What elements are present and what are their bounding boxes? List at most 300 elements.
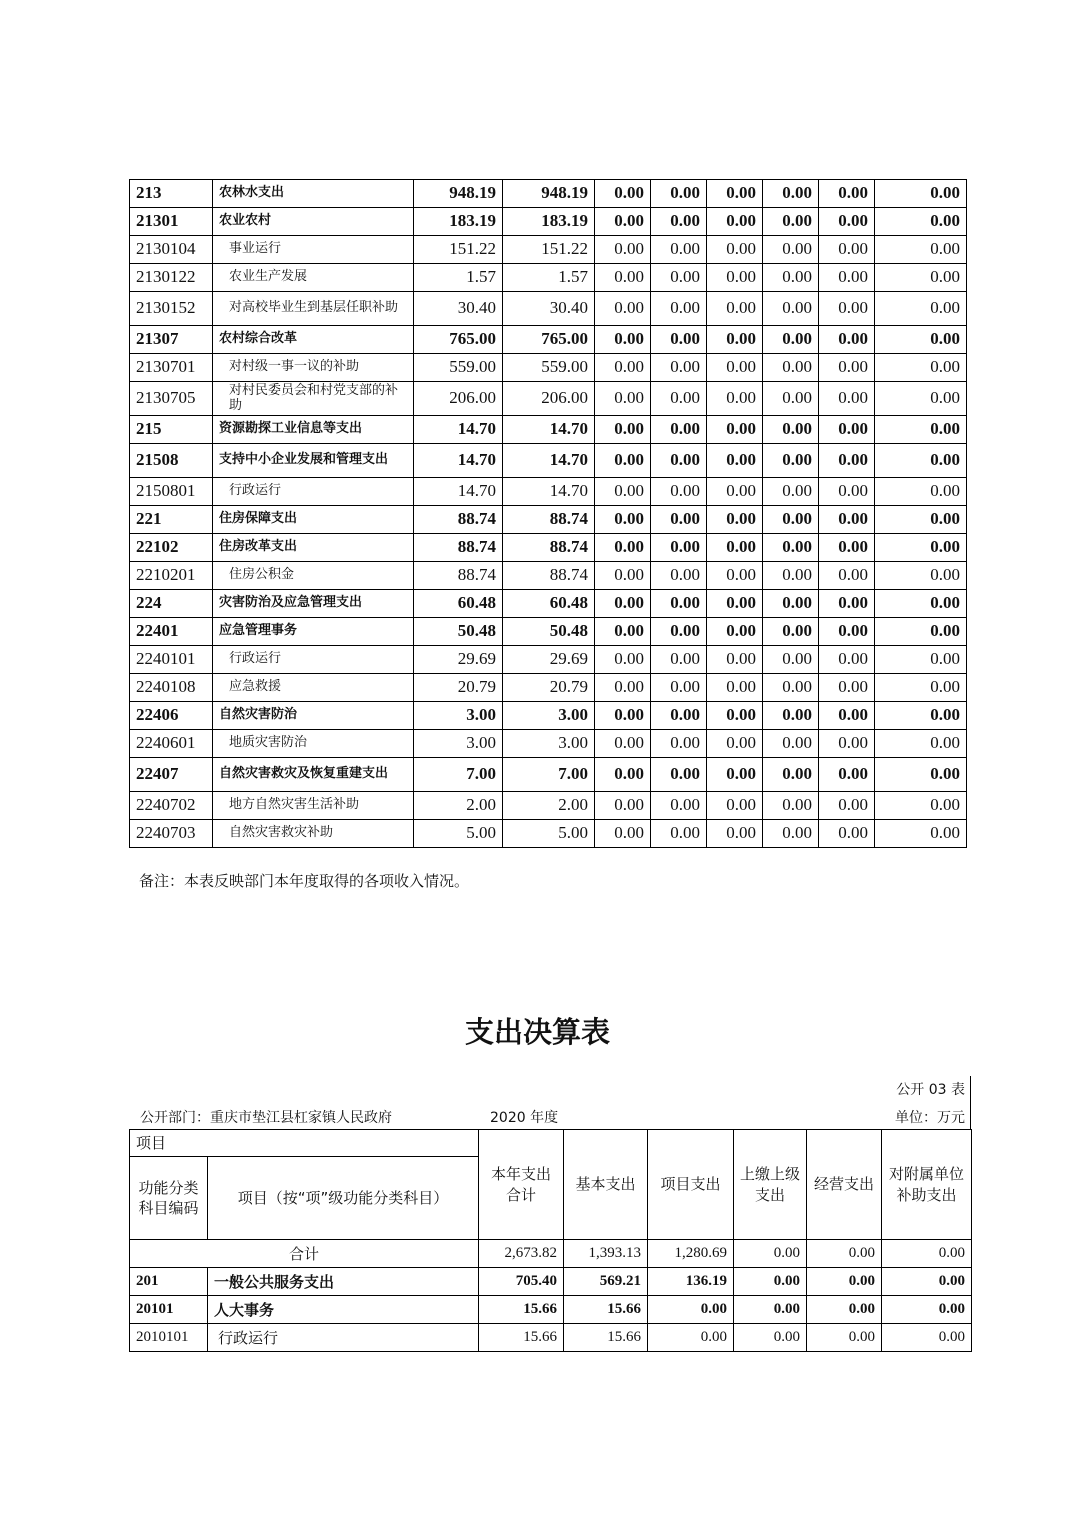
row-value: 0.00 bbox=[763, 478, 819, 506]
row-value: 1.57 bbox=[503, 264, 595, 292]
row-code: 221 bbox=[130, 506, 213, 534]
row-value: 559.00 bbox=[414, 354, 503, 382]
row-value: 0.00 bbox=[651, 534, 707, 562]
row-value: 0.00 bbox=[651, 416, 707, 444]
row-value: 0.00 bbox=[595, 326, 651, 354]
row-value: 0.00 bbox=[595, 730, 651, 758]
row-value: 0.00 bbox=[707, 618, 763, 646]
row-value: 705.40 bbox=[479, 1268, 564, 1296]
row-value: 0.00 bbox=[875, 506, 967, 534]
header-code: 功能分类科目编码 bbox=[130, 1157, 208, 1240]
row-value: 0.00 bbox=[807, 1268, 882, 1296]
row-value: 0.00 bbox=[763, 758, 819, 792]
row-value: 0.00 bbox=[875, 702, 967, 730]
row-value: 14.70 bbox=[414, 478, 503, 506]
row-value: 0.00 bbox=[875, 354, 967, 382]
row-value: 88.74 bbox=[503, 562, 595, 590]
table-number: 公开 03 表 bbox=[896, 1082, 965, 1098]
row-value: 0.00 bbox=[595, 618, 651, 646]
row-value: 3.00 bbox=[503, 702, 595, 730]
row-value: 0.00 bbox=[875, 236, 967, 264]
row-value: 30.40 bbox=[414, 292, 503, 326]
table-row bbox=[130, 208, 967, 236]
row-value: 0.00 bbox=[707, 444, 763, 478]
row-value: 0.00 bbox=[707, 590, 763, 618]
row-value: 0.00 bbox=[707, 354, 763, 382]
row-value: 0.00 bbox=[595, 820, 651, 848]
row-value: 0.00 bbox=[595, 534, 651, 562]
row-value: 0.00 bbox=[595, 506, 651, 534]
row-value: 0.00 bbox=[819, 674, 875, 702]
row-value: 88.74 bbox=[414, 506, 503, 534]
row-value: 0.00 bbox=[595, 478, 651, 506]
row-value: 29.69 bbox=[414, 646, 503, 674]
row-value: 0.00 bbox=[651, 590, 707, 618]
row-code: 2150801 bbox=[130, 478, 213, 506]
table-row bbox=[130, 792, 967, 820]
row-code: 201 bbox=[130, 1268, 208, 1296]
row-value: 15.66 bbox=[564, 1296, 648, 1324]
row-value: 569.21 bbox=[564, 1268, 648, 1296]
row-name: 农村综合改革 bbox=[213, 326, 414, 354]
row-value: 0.00 bbox=[707, 506, 763, 534]
row-value: 0.00 bbox=[595, 208, 651, 236]
row-value: 0.00 bbox=[707, 478, 763, 506]
row-name: 灾害防治及应急管理支出 bbox=[213, 590, 414, 618]
row-name: 自然灾害救灾及恢复重建支出 bbox=[213, 758, 414, 792]
row-value: 0.00 bbox=[882, 1296, 972, 1324]
row-name: 住房公积金 bbox=[213, 562, 414, 590]
row-value: 30.40 bbox=[503, 292, 595, 326]
row-code: 20101 bbox=[130, 1296, 208, 1324]
row-value: 0.00 bbox=[819, 326, 875, 354]
row-value: 0.00 bbox=[882, 1268, 972, 1296]
row-value: 88.74 bbox=[414, 534, 503, 562]
row-value: 0.00 bbox=[819, 444, 875, 478]
row-value: 0.00 bbox=[651, 444, 707, 478]
row-code: 2240703 bbox=[130, 820, 213, 848]
row-value: 0.00 bbox=[595, 590, 651, 618]
row-value: 0.00 bbox=[875, 730, 967, 758]
row-value: 88.74 bbox=[503, 534, 595, 562]
row-code: 2210201 bbox=[130, 562, 213, 590]
row-code: 21508 bbox=[130, 444, 213, 478]
row-value: 60.48 bbox=[414, 590, 503, 618]
table-row bbox=[130, 354, 967, 382]
row-value: 0.00 bbox=[763, 264, 819, 292]
row-value: 0.00 bbox=[875, 264, 967, 292]
row-value: 0.00 bbox=[763, 820, 819, 848]
row-name: 自然灾害防治 bbox=[213, 702, 414, 730]
row-value: 0.00 bbox=[763, 416, 819, 444]
table-note: 备注：本表反映部门本年度取得的各项收入情况。 bbox=[139, 872, 470, 890]
row-value: 0.00 bbox=[707, 236, 763, 264]
row-value: 0.00 bbox=[651, 820, 707, 848]
row-value: 0.00 bbox=[875, 618, 967, 646]
table-row bbox=[130, 590, 967, 618]
row-value: 0.00 bbox=[707, 264, 763, 292]
row-name: 资源勘探工业信息等支出 bbox=[213, 416, 414, 444]
row-code: 2130152 bbox=[130, 292, 213, 326]
row-value: 559.00 bbox=[503, 354, 595, 382]
row-value: 0.00 bbox=[651, 382, 707, 416]
row-value: 0.00 bbox=[819, 208, 875, 236]
row-value: 0.00 bbox=[707, 674, 763, 702]
row-name: 住房改革支出 bbox=[213, 534, 414, 562]
row-value: 0.00 bbox=[763, 180, 819, 208]
row-value: 0.00 bbox=[651, 236, 707, 264]
row-value: 29.69 bbox=[503, 646, 595, 674]
row-value: 0.00 bbox=[763, 674, 819, 702]
department-label: 公开部门：重庆市垫江县杠家镇人民政府 bbox=[140, 1110, 392, 1126]
row-value: 0.00 bbox=[648, 1296, 734, 1324]
row-value: 0.00 bbox=[707, 326, 763, 354]
row-value: 206.00 bbox=[503, 382, 595, 416]
table-row bbox=[130, 534, 967, 562]
row-value: 0.00 bbox=[819, 264, 875, 292]
row-value: 0.00 bbox=[651, 208, 707, 236]
row-value: 15.66 bbox=[479, 1296, 564, 1324]
row-value: 0.00 bbox=[651, 702, 707, 730]
row-value: 0.00 bbox=[651, 326, 707, 354]
row-value: 60.48 bbox=[503, 590, 595, 618]
row-value: 0.00 bbox=[763, 730, 819, 758]
row-value: 0.00 bbox=[819, 562, 875, 590]
row-value: 0.00 bbox=[819, 702, 875, 730]
row-value: 0.00 bbox=[819, 590, 875, 618]
header-col-basic: 基本支出 bbox=[564, 1130, 648, 1240]
row-value: 0.00 bbox=[875, 382, 967, 416]
table-row bbox=[130, 416, 967, 444]
row-code: 2240108 bbox=[130, 674, 213, 702]
total-value: 0.00 bbox=[882, 1240, 972, 1268]
row-value: 5.00 bbox=[503, 820, 595, 848]
row-value: 0.00 bbox=[651, 506, 707, 534]
row-code: 224 bbox=[130, 590, 213, 618]
row-name: 应急救援 bbox=[213, 674, 414, 702]
row-value: 0.00 bbox=[707, 562, 763, 590]
row-name: 事业运行 bbox=[213, 236, 414, 264]
row-value: 0.00 bbox=[707, 646, 763, 674]
row-value: 3.00 bbox=[414, 702, 503, 730]
table-row bbox=[130, 646, 967, 674]
row-value: 0.00 bbox=[819, 618, 875, 646]
row-value: 183.19 bbox=[414, 208, 503, 236]
total-value: 2,673.82 bbox=[479, 1240, 564, 1268]
header-item: 项目 bbox=[130, 1130, 479, 1157]
row-value: 0.00 bbox=[651, 646, 707, 674]
row-value: 0.00 bbox=[875, 562, 967, 590]
row-value: 0.00 bbox=[707, 292, 763, 326]
row-value: 0.00 bbox=[819, 758, 875, 792]
row-value: 0.00 bbox=[819, 820, 875, 848]
total-value: 1,393.13 bbox=[564, 1240, 648, 1268]
row-value: 0.00 bbox=[875, 180, 967, 208]
table-row bbox=[130, 506, 967, 534]
table-row bbox=[130, 478, 967, 506]
row-code: 215 bbox=[130, 416, 213, 444]
expenditure-table bbox=[129, 1129, 972, 1352]
expenditure-table-body bbox=[130, 1240, 972, 1352]
row-value: 0.00 bbox=[763, 382, 819, 416]
row-name: 农林水支出 bbox=[213, 180, 414, 208]
row-value: 0.00 bbox=[819, 354, 875, 382]
row-code: 2010101 bbox=[130, 1324, 208, 1352]
row-value: 0.00 bbox=[707, 382, 763, 416]
row-value: 0.00 bbox=[819, 646, 875, 674]
row-name: 农业农村 bbox=[213, 208, 414, 236]
table-row bbox=[130, 730, 967, 758]
row-value: 0.00 bbox=[707, 534, 763, 562]
row-value: 0.00 bbox=[763, 236, 819, 264]
table-row bbox=[130, 1296, 972, 1324]
row-value: 20.79 bbox=[503, 674, 595, 702]
row-name: 对村民委员会和村党支部的补助 bbox=[213, 382, 414, 416]
row-name: 支持中小企业发展和管理支出 bbox=[213, 444, 414, 478]
row-value: 0.00 bbox=[875, 208, 967, 236]
row-value: 14.70 bbox=[414, 416, 503, 444]
row-value: 0.00 bbox=[875, 534, 967, 562]
row-name: 地质灾害防治 bbox=[213, 730, 414, 758]
row-value: 0.00 bbox=[595, 674, 651, 702]
table-row bbox=[130, 292, 967, 326]
revenue-detail-table bbox=[129, 179, 967, 848]
fiscal-year: 2020 年度 bbox=[490, 1110, 559, 1126]
row-value: 0.00 bbox=[595, 646, 651, 674]
row-value: 0.00 bbox=[595, 444, 651, 478]
row-value: 0.00 bbox=[595, 180, 651, 208]
table-row bbox=[130, 758, 967, 792]
row-value: 2.00 bbox=[414, 792, 503, 820]
row-value: 0.00 bbox=[595, 236, 651, 264]
table-row bbox=[130, 382, 967, 416]
header-col-subsidy: 对附属单位补助支出 bbox=[882, 1130, 972, 1240]
row-value: 14.70 bbox=[503, 444, 595, 478]
row-code: 2240702 bbox=[130, 792, 213, 820]
row-value: 151.22 bbox=[414, 236, 503, 264]
row-code: 21301 bbox=[130, 208, 213, 236]
row-code: 22401 bbox=[130, 618, 213, 646]
row-value: 0.00 bbox=[707, 730, 763, 758]
row-name: 农业生产发展 bbox=[213, 264, 414, 292]
row-value: 0.00 bbox=[763, 618, 819, 646]
row-value: 0.00 bbox=[595, 792, 651, 820]
row-code: 22406 bbox=[130, 702, 213, 730]
row-value: 0.00 bbox=[819, 180, 875, 208]
row-code: 2130104 bbox=[130, 236, 213, 264]
row-value: 0.00 bbox=[595, 416, 651, 444]
row-value: 0.00 bbox=[707, 792, 763, 820]
row-value: 0.00 bbox=[819, 792, 875, 820]
row-value: 88.74 bbox=[503, 506, 595, 534]
row-value: 0.00 bbox=[651, 730, 707, 758]
header-col-project: 项目支出 bbox=[648, 1130, 734, 1240]
row-value: 0.00 bbox=[819, 506, 875, 534]
row-value: 0.00 bbox=[734, 1268, 807, 1296]
row-value: 0.00 bbox=[763, 444, 819, 478]
row-name: 行政运行 bbox=[213, 478, 414, 506]
row-value: 0.00 bbox=[819, 382, 875, 416]
row-value: 0.00 bbox=[651, 264, 707, 292]
row-code: 213 bbox=[130, 180, 213, 208]
row-value: 151.22 bbox=[503, 236, 595, 264]
margin-rule bbox=[970, 1076, 971, 1130]
row-value: 2.00 bbox=[503, 792, 595, 820]
row-value: 3.00 bbox=[414, 730, 503, 758]
row-value: 948.19 bbox=[503, 180, 595, 208]
row-value: 0.00 bbox=[595, 758, 651, 792]
row-value: 0.00 bbox=[875, 416, 967, 444]
row-name: 行政运行 bbox=[213, 646, 414, 674]
row-value: 0.00 bbox=[763, 354, 819, 382]
row-value: 0.00 bbox=[707, 416, 763, 444]
row-value: 0.00 bbox=[707, 208, 763, 236]
table-row bbox=[130, 444, 967, 478]
row-value: 0.00 bbox=[763, 534, 819, 562]
header-name: 项目（按“项”级功能分类科目） bbox=[208, 1157, 479, 1240]
header-col-business: 经营支出 bbox=[807, 1130, 882, 1240]
row-value: 765.00 bbox=[414, 326, 503, 354]
total-value: 0.00 bbox=[734, 1240, 807, 1268]
row-value: 0.00 bbox=[651, 618, 707, 646]
total-label: 合计 bbox=[130, 1240, 479, 1268]
table-row bbox=[130, 820, 967, 848]
row-value: 0.00 bbox=[763, 590, 819, 618]
row-name: 住房保障支出 bbox=[213, 506, 414, 534]
row-value: 50.48 bbox=[414, 618, 503, 646]
row-value: 0.00 bbox=[875, 646, 967, 674]
row-value: 0.00 bbox=[707, 820, 763, 848]
row-name: 人大事务 bbox=[208, 1296, 479, 1324]
row-value: 0.00 bbox=[819, 416, 875, 444]
table-row bbox=[130, 1268, 972, 1296]
row-value: 0.00 bbox=[595, 382, 651, 416]
table-row bbox=[130, 1324, 972, 1352]
row-value: 1.57 bbox=[414, 264, 503, 292]
row-value: 0.00 bbox=[875, 590, 967, 618]
row-value: 0.00 bbox=[819, 292, 875, 326]
row-name: 地方自然灾害生活补助 bbox=[213, 792, 414, 820]
total-row bbox=[130, 1240, 972, 1268]
row-value: 0.00 bbox=[882, 1324, 972, 1352]
row-value: 0.00 bbox=[651, 792, 707, 820]
table-row bbox=[130, 562, 967, 590]
row-value: 0.00 bbox=[651, 478, 707, 506]
row-value: 0.00 bbox=[734, 1296, 807, 1324]
row-value: 0.00 bbox=[875, 674, 967, 702]
row-value: 0.00 bbox=[819, 534, 875, 562]
row-value: 14.70 bbox=[503, 416, 595, 444]
row-code: 2130705 bbox=[130, 382, 213, 416]
header-col-total: 本年支出合计 bbox=[479, 1130, 564, 1240]
row-value: 0.00 bbox=[763, 646, 819, 674]
row-value: 0.00 bbox=[734, 1324, 807, 1352]
row-value: 0.00 bbox=[807, 1324, 882, 1352]
row-code: 2240601 bbox=[130, 730, 213, 758]
row-name: 自然灾害救灾补助 bbox=[213, 820, 414, 848]
row-code: 22102 bbox=[130, 534, 213, 562]
row-value: 0.00 bbox=[595, 702, 651, 730]
row-name: 行政运行 bbox=[208, 1324, 479, 1352]
row-value: 0.00 bbox=[707, 180, 763, 208]
row-value: 765.00 bbox=[503, 326, 595, 354]
row-value: 0.00 bbox=[875, 444, 967, 478]
row-value: 0.00 bbox=[651, 354, 707, 382]
row-value: 206.00 bbox=[414, 382, 503, 416]
row-value: 0.00 bbox=[651, 674, 707, 702]
row-value: 0.00 bbox=[595, 264, 651, 292]
row-value: 7.00 bbox=[503, 758, 595, 792]
row-value: 7.00 bbox=[414, 758, 503, 792]
revenue-table-body bbox=[130, 180, 967, 848]
row-value: 0.00 bbox=[763, 292, 819, 326]
row-value: 0.00 bbox=[875, 758, 967, 792]
table-row bbox=[130, 326, 967, 354]
row-value: 183.19 bbox=[503, 208, 595, 236]
row-value: 0.00 bbox=[807, 1296, 882, 1324]
total-value: 0.00 bbox=[807, 1240, 882, 1268]
table-row bbox=[130, 702, 967, 730]
row-value: 50.48 bbox=[503, 618, 595, 646]
table-row bbox=[130, 236, 967, 264]
row-value: 0.00 bbox=[595, 562, 651, 590]
row-value: 20.79 bbox=[414, 674, 503, 702]
row-code: 2130701 bbox=[130, 354, 213, 382]
row-value: 0.00 bbox=[707, 758, 763, 792]
row-value: 948.19 bbox=[414, 180, 503, 208]
row-value: 0.00 bbox=[763, 562, 819, 590]
table-row bbox=[130, 618, 967, 646]
row-value: 0.00 bbox=[651, 180, 707, 208]
row-name: 一般公共服务支出 bbox=[208, 1268, 479, 1296]
row-value: 0.00 bbox=[648, 1324, 734, 1352]
row-value: 0.00 bbox=[595, 354, 651, 382]
row-value: 14.70 bbox=[414, 444, 503, 478]
row-value: 0.00 bbox=[819, 478, 875, 506]
row-value: 0.00 bbox=[707, 702, 763, 730]
row-value: 0.00 bbox=[651, 562, 707, 590]
row-value: 0.00 bbox=[819, 236, 875, 264]
row-value: 15.66 bbox=[479, 1324, 564, 1352]
row-value: 0.00 bbox=[763, 506, 819, 534]
row-value: 5.00 bbox=[414, 820, 503, 848]
row-value: 0.00 bbox=[875, 820, 967, 848]
row-value: 3.00 bbox=[503, 730, 595, 758]
total-value: 1,280.69 bbox=[648, 1240, 734, 1268]
page-title: 支出决算表 bbox=[464, 1015, 610, 1049]
row-value: 14.70 bbox=[503, 478, 595, 506]
row-code: 2240101 bbox=[130, 646, 213, 674]
row-value: 0.00 bbox=[875, 326, 967, 354]
row-code: 21307 bbox=[130, 326, 213, 354]
row-value: 0.00 bbox=[819, 730, 875, 758]
header-col-upper: 上缴上级支出 bbox=[734, 1130, 807, 1240]
row-value: 15.66 bbox=[564, 1324, 648, 1352]
table-row bbox=[130, 264, 967, 292]
row-name: 应急管理事务 bbox=[213, 618, 414, 646]
row-name: 对村级一事一议的补助 bbox=[213, 354, 414, 382]
table-row bbox=[130, 674, 967, 702]
row-value: 0.00 bbox=[875, 292, 967, 326]
row-value: 0.00 bbox=[763, 792, 819, 820]
row-value: 0.00 bbox=[651, 758, 707, 792]
row-code: 22407 bbox=[130, 758, 213, 792]
row-value: 136.19 bbox=[648, 1268, 734, 1296]
row-value: 0.00 bbox=[763, 326, 819, 354]
row-value: 0.00 bbox=[763, 208, 819, 236]
table-row bbox=[130, 180, 967, 208]
row-name: 对高校毕业生到基层任职补助 bbox=[213, 292, 414, 326]
